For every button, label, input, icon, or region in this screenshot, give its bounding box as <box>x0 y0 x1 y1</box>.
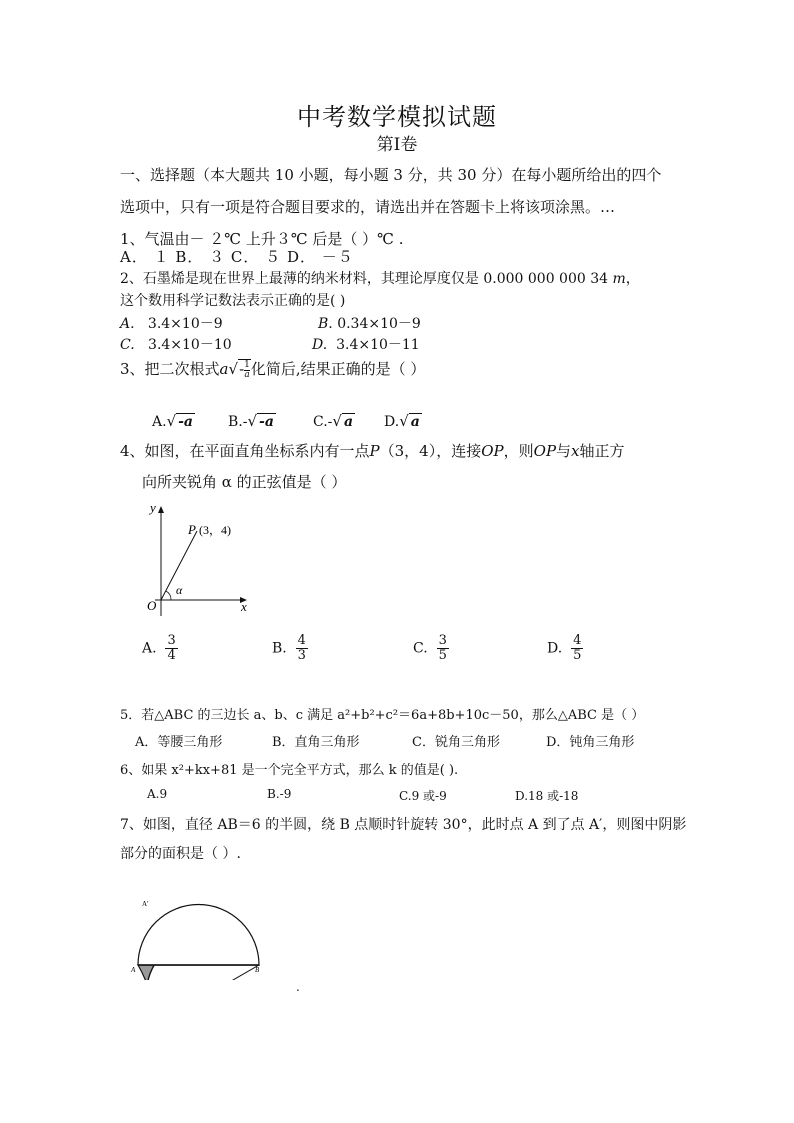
q5-option-b: B．直角三角形 <box>272 735 360 750</box>
q3-option-b <box>228 412 276 430</box>
q4-opt-a-den: 4 <box>167 648 176 663</box>
q4-op2: OP <box>533 442 557 460</box>
q4-opt-d-frac <box>571 634 583 663</box>
q3-opt-a-rad: -a <box>178 414 194 430</box>
q3-frac-den: a <box>244 369 250 380</box>
q2-opt-d-label: D. <box>312 337 328 353</box>
q2-line1 <box>120 268 640 288</box>
q4-coords: （3，4），连接 <box>379 442 482 460</box>
radical-sign-icon: √ <box>166 412 177 430</box>
q3-option-a <box>152 412 195 430</box>
q3-opt-c-rad: a <box>343 414 354 430</box>
q6-option-d: D.18 或-18 <box>515 789 579 803</box>
q3-stem <box>120 358 425 380</box>
q4-option-b <box>272 634 308 663</box>
q4-opt-b-num: 4 <box>297 633 306 648</box>
q1-stem: 1、气温由－ ２℃ 上升３℃ 后是（ ）℃ . <box>120 230 404 248</box>
q4-opt-c-num: 3 <box>438 633 447 648</box>
q4-opt-b-den: 3 <box>297 648 306 663</box>
q5-stem: 5．若△ABC 的三边长 a、b、c 满足 a²+b²+c²＝6a+8b+10c－50，那么△ABC 是（ ） <box>120 708 645 723</box>
q3-prefix: 3、把二次根式 <box>120 360 220 378</box>
q3-fraction <box>244 361 250 380</box>
diameter-a-prime-b <box>154 965 259 980</box>
q4-op1: OP <box>481 442 504 460</box>
q4-opt-a-num: 3 <box>167 633 176 648</box>
q2-line2: 这个数用科学记数法表示正确的是( ) <box>120 293 346 309</box>
q2-unit: m <box>612 271 626 287</box>
radical-sign-icon: √ <box>247 412 258 430</box>
point-a-prime-label: A′ <box>142 900 149 908</box>
q2-option-c <box>120 334 232 354</box>
q4-option-d <box>547 634 583 663</box>
q2-opt-a-text: 3.4×10－9 <box>147 316 223 332</box>
q4-opt-c-den: 5 <box>438 648 447 663</box>
q7-rotation-figure <box>128 868 278 980</box>
q7-line2: 部分的面积是（ ）. <box>120 846 241 862</box>
page-title: 中考数学模拟试题 <box>297 103 497 131</box>
q4-coordinate-figure <box>135 498 265 623</box>
q4-opt-d-den: 5 <box>573 648 582 663</box>
q4-line1 <box>120 440 625 461</box>
angle-alpha-arc <box>166 591 171 600</box>
q4-opt-c-label: C. <box>413 640 428 657</box>
section1-line2: 选项中，只有一项是符合题目要求的，请选出并在答题卡上将该项涂黑。… <box>120 198 616 216</box>
q4-opt-d-num: 4 <box>573 633 582 648</box>
point-b-label: B <box>255 966 260 974</box>
q3-opt-a-label: A. <box>152 414 167 430</box>
q3-opt-c-label: C.- <box>313 414 333 430</box>
q3-option-d <box>384 412 422 430</box>
q2-option-d <box>312 334 420 354</box>
q4-option-c <box>413 634 449 663</box>
q3-frac-sign: - <box>239 360 245 378</box>
q4-line1-b: ，则 <box>503 442 534 460</box>
q2-option-a <box>120 313 223 333</box>
q3-radicand <box>238 359 251 380</box>
radical-sign-icon: √ <box>399 412 409 430</box>
page-subtitle: 第Ⅰ卷 <box>376 135 418 155</box>
q2-opt-d-text: 3.4×10－11 <box>336 337 420 353</box>
q4-opt-a-frac <box>165 634 177 663</box>
q4-x: x <box>571 442 580 460</box>
q4-opt-b-label: B. <box>272 640 287 657</box>
q3-suffix: 化简后,结果正确的是（ ） <box>250 360 426 378</box>
q2-opt-c-text: 3.4×10－10 <box>148 337 232 353</box>
q4-option-a <box>142 634 178 663</box>
q4-opt-c-frac <box>437 634 449 663</box>
q3-opt-b-label: B.- <box>228 414 248 430</box>
q4-p: P <box>369 442 380 460</box>
origin-label: O <box>147 598 157 613</box>
point-a-label: A <box>131 966 136 974</box>
q6-stem: 6、如果 x²+kx+81 是一个完全平方式，那么 k 的值是( ). <box>120 763 459 778</box>
q2-line1-end: ， <box>625 271 640 287</box>
y-axis-arrow-icon <box>158 506 164 513</box>
q2-opt-b-label: B <box>318 316 329 332</box>
point-p-coords: (3，4) <box>199 523 231 537</box>
q3-frac-num: 1 <box>244 359 250 370</box>
q4-opt-d-label: D. <box>547 640 563 657</box>
section1-line1: 一、选择题（本大题共 10 小题，每小题 3 分，共 30 分）在每小题所给出的四个 <box>120 166 662 184</box>
q2-option-b <box>318 313 421 333</box>
q1-options: A． １ B． ３ C． ５ D． －５ <box>120 248 354 266</box>
footer-dot: . <box>296 980 300 994</box>
q4-line2: 向所夹锐角 α 的正弦值是（ ） <box>142 473 347 491</box>
q6-option-b: B.-9 <box>267 787 292 801</box>
q4-opt-b-frac <box>296 634 308 663</box>
q7-line1: 7、如图，直径 AB＝6 的半圆，绕 B 点顺时针旋转 30°，此时点 A 到了点 A′，则图中阴影 <box>120 817 687 833</box>
q3-option-c <box>313 412 355 430</box>
radical-sign-icon: √ <box>228 360 239 378</box>
q6-option-c: C.9 或-9 <box>399 789 447 803</box>
q2-opt-c-label: C. <box>120 337 135 353</box>
q3-opt-d-rad: a <box>410 414 420 430</box>
q3-opt-b-rad: -a <box>259 414 274 430</box>
q2-opt-a-label: A. <box>120 316 135 332</box>
y-axis-label: y <box>150 500 156 515</box>
point-p-label: P <box>188 522 196 537</box>
x-axis-label: x <box>241 599 247 614</box>
original-semicircle <box>138 905 259 965</box>
q3-a: a <box>219 360 229 378</box>
q3-opt-d-label: D. <box>384 414 400 430</box>
q2-opt-b-text: . 0.34×10－9 <box>328 316 421 332</box>
q4-line1-a: 4、如图，在平面直角坐标系内有一点 <box>120 442 370 460</box>
q4-line1-d: 轴正方 <box>579 442 625 460</box>
q5-option-a: A．等腰三角形 <box>135 735 223 750</box>
q5-option-d: D．钝角三角形 <box>546 735 635 750</box>
q6-option-a: A.9 <box>147 787 168 801</box>
q4-line1-c: 与 <box>556 442 572 460</box>
radical-sign-icon: √ <box>332 412 342 430</box>
q2-line1-text: 2、石墨烯是现在世界上最薄的纳米材料，其理论厚度仅是 0.000 000 000 34 <box>120 271 609 287</box>
alpha-label: α <box>176 583 183 597</box>
q4-opt-a-label: A. <box>142 640 157 657</box>
q5-option-c: C．锐角三角形 <box>412 735 500 750</box>
